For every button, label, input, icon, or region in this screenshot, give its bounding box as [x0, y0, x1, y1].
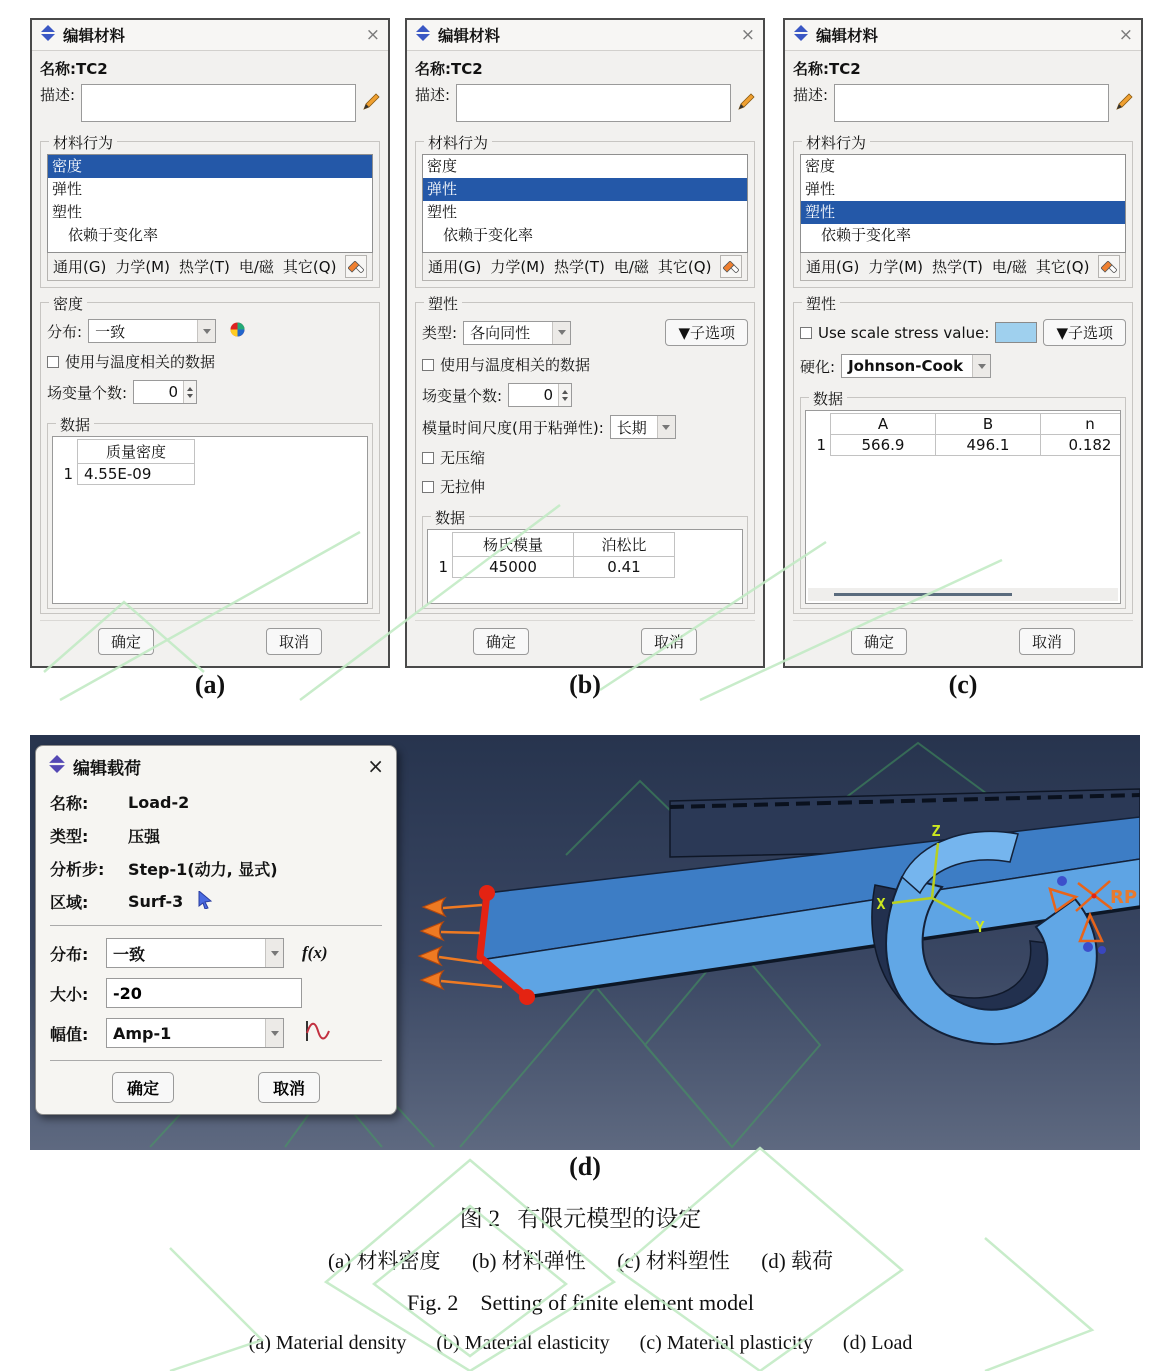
behaviors-title: 材料行为: [424, 132, 492, 153]
data-group: [422, 509, 748, 609]
menu-mechanical[interactable]: 力学(M): [868, 258, 923, 276]
distribution-dropdown[interactable]: 一致: [106, 938, 284, 968]
chevron-down-icon[interactable]: [265, 1019, 283, 1047]
temperature-data-checkbox[interactable]: [47, 356, 59, 368]
material-name: 名称:TC2: [40, 60, 108, 78]
dialog-title: 编辑载荷: [73, 758, 141, 779]
divider: [50, 925, 382, 926]
amplitude-label: 幅值:: [50, 1024, 89, 1044]
axis-x-label: X: [876, 895, 886, 913]
density-section: [40, 295, 380, 614]
menu-electrical[interactable]: 电/磁: [238, 258, 274, 276]
figure-caption-cn: 图 2 有限元模型的设定: [459, 1206, 702, 1231]
close-icon[interactable]: ×: [367, 754, 384, 778]
ok-button[interactable]: 确定: [112, 1072, 174, 1103]
row-number: 1: [430, 557, 453, 578]
data-title: 数据: [56, 414, 94, 435]
ok-button[interactable]: 确定: [98, 628, 154, 655]
table-cell[interactable]: 566.9: [831, 435, 936, 456]
menu-electrical[interactable]: 电/磁: [991, 258, 1027, 276]
row-number: 1: [808, 435, 831, 456]
edit-material-dialog-a: [30, 18, 390, 668]
no-tension-checkbox[interactable]: [422, 481, 434, 493]
load-name-value: Load-2: [128, 793, 190, 812]
subfigure-label-b: (b): [569, 670, 601, 699]
load-name-label: 名称:: [50, 794, 89, 813]
material-behaviors-group: [40, 134, 380, 288]
pencil-icon[interactable]: [362, 93, 380, 115]
scale-stress-field[interactable]: [995, 322, 1037, 343]
rp-label: RP: [1110, 887, 1138, 908]
subfigure-label-d: (d): [569, 1152, 601, 1181]
hardening-label: 硬化:: [800, 357, 836, 376]
data-table-area[interactable]: [427, 529, 743, 604]
list-item-plastic[interactable]: 塑性: [52, 203, 83, 221]
subfigure-label-a: (a): [194, 670, 226, 699]
load-type-value: 压强: [128, 827, 161, 846]
material-behaviors-group: [793, 134, 1133, 288]
amplitude-dropdown[interactable]: Amp-1: [106, 1018, 284, 1048]
temperature-data-label: 使用与温度相关的数据: [65, 353, 216, 371]
row-number: 1: [55, 464, 78, 485]
table-cell[interactable]: 496.1: [936, 435, 1041, 456]
type-label: 类型:: [422, 324, 458, 342]
list-item-rate-dependent[interactable]: 依赖于变化率: [821, 226, 912, 244]
behavior-menu-bar: [47, 253, 373, 281]
list-item-rate-dependent[interactable]: 依赖于变化率: [68, 226, 159, 244]
no-compression-checkbox[interactable]: [422, 452, 434, 464]
data-table-area[interactable]: [52, 436, 368, 604]
chevron-down-icon[interactable]: [265, 939, 283, 967]
menu-other[interactable]: 其它(Q): [1035, 258, 1090, 276]
chevron-down-icon[interactable]: [972, 355, 990, 377]
description-label: 描述:: [40, 86, 76, 104]
magnitude-label: 大小:: [50, 984, 89, 1004]
delete-behavior-button[interactable]: [1098, 255, 1120, 278]
distribution-dropdown[interactable]: 一致: [88, 319, 216, 343]
cancel-button[interactable]: 取消: [641, 628, 697, 655]
list-item-density[interactable]: 密度: [427, 157, 458, 175]
load-step-label: 分析步:: [50, 860, 105, 879]
temperature-data-checkbox[interactable]: [422, 359, 434, 371]
ok-button[interactable]: 确定: [851, 628, 907, 655]
list-item-elastic[interactable]: 弹性: [423, 178, 747, 201]
dialog-titlebar[interactable]: [32, 20, 388, 51]
list-item-plastic[interactable]: 塑性: [801, 201, 1125, 224]
column-header: n: [1041, 414, 1122, 435]
menu-electrical[interactable]: 电/磁: [613, 258, 649, 276]
divider: [50, 1060, 382, 1061]
column-header: B: [936, 414, 1041, 435]
table-cell[interactable]: 0.182: [1041, 435, 1122, 456]
horizontal-scrollbar[interactable]: [808, 588, 1118, 601]
type-dropdown[interactable]: 各向同性: [463, 321, 571, 345]
menu-mechanical[interactable]: 力学(M): [490, 258, 545, 276]
cancel-button[interactable]: 取消: [266, 628, 322, 655]
data-group: [47, 416, 373, 609]
column-header: 泊松比: [574, 533, 675, 557]
dialog-titlebar[interactable]: [407, 20, 763, 51]
distribution-label: 分布:: [50, 944, 89, 964]
menu-mechanical[interactable]: 力学(M): [115, 258, 170, 276]
axis-z-label: Z: [931, 822, 941, 840]
menu-thermal[interactable]: 热学(T): [553, 258, 605, 276]
spinner-arrows[interactable]: [558, 384, 571, 406]
abaqus-icon: [48, 755, 66, 777]
data-title: 数据: [809, 388, 847, 409]
viewport-panel: [30, 735, 1140, 1150]
dialog-titlebar[interactable]: [36, 746, 396, 784]
menu-general[interactable]: 通用(G): [806, 258, 860, 276]
load-type-label: 类型:: [50, 827, 89, 846]
spinner-arrows[interactable]: [183, 381, 196, 403]
list-item-rate-dependent[interactable]: 依赖于变化率: [443, 226, 534, 244]
close-icon[interactable]: ×: [365, 24, 380, 45]
description-label: 描述:: [415, 86, 451, 104]
material-name: 名称:TC2: [793, 60, 861, 78]
column-header: 质量密度: [78, 440, 195, 464]
subfigure-label-c: (c): [948, 670, 978, 699]
region-picker-cursor-icon[interactable]: [197, 891, 213, 913]
abaqus-icon: [415, 25, 431, 45]
delete-behavior-button[interactable]: [345, 255, 367, 278]
edit-material-dialog-c: [783, 18, 1143, 668]
material-name: 名称:TC2: [415, 60, 483, 78]
delete-behavior-button[interactable]: [720, 255, 742, 278]
close-icon[interactable]: ×: [1118, 24, 1133, 45]
behaviors-list: [800, 154, 1126, 253]
menu-thermal[interactable]: 热学(T): [931, 258, 983, 276]
section-title: 密度: [49, 293, 87, 314]
abaqus-icon: [40, 25, 56, 45]
dialog-title: 编辑材料: [63, 27, 126, 45]
pencil-icon[interactable]: [1115, 93, 1133, 115]
behaviors-title: 材料行为: [49, 132, 117, 153]
section-title: 塑性: [802, 293, 840, 314]
list-item-density[interactable]: 密度: [805, 157, 836, 175]
dialog-title: 编辑材料: [438, 27, 501, 45]
material-behaviors-group: [415, 134, 755, 288]
data-table-area[interactable]: [805, 410, 1121, 604]
list-item-plastic[interactable]: 塑性: [427, 203, 458, 221]
behavior-menu-bar: [800, 253, 1126, 281]
load-region-value: Surf-3: [128, 892, 184, 911]
table-cell[interactable]: 4.55E-09: [78, 464, 195, 485]
scrollbar-thumb[interactable]: [834, 593, 1012, 596]
field-variables-label: 场变量个数:: [47, 383, 128, 402]
section-title: 塑性: [424, 293, 462, 314]
data-group: [800, 390, 1126, 609]
data-title: 数据: [431, 507, 469, 528]
figure-caption-en: Fig. 2 Setting of finite element model: [406, 1290, 755, 1315]
menu-other[interactable]: 其它(Q): [657, 258, 712, 276]
list-item-elastic[interactable]: 弹性: [52, 180, 83, 198]
use-scale-stress-checkbox[interactable]: [800, 327, 812, 339]
field-variables-label: 场变量个数:: [422, 386, 503, 405]
field-variables-stepper[interactable]: 0: [133, 380, 197, 404]
amplitude-wave-icon: [304, 1019, 330, 1047]
no-compression-label: 无压缩: [440, 449, 486, 467]
table-cell[interactable]: 45000: [453, 557, 574, 578]
column-header: A: [831, 414, 936, 435]
close-icon[interactable]: ×: [740, 24, 755, 45]
abaqus-icon: [793, 25, 809, 45]
behaviors-title: 材料行为: [802, 132, 870, 153]
list-item-elastic[interactable]: 弹性: [805, 180, 836, 198]
axis-y-label: Y: [975, 918, 985, 936]
hardening-dropdown[interactable]: Johnson-Cook: [841, 354, 991, 378]
no-tension-label: 无拉伸: [440, 478, 486, 496]
load-node: [519, 989, 535, 1005]
pencil-icon[interactable]: [737, 93, 755, 115]
behaviors-list: [47, 154, 373, 253]
behaviors-list: [422, 154, 748, 253]
description-label: 描述:: [793, 86, 829, 104]
menu-other[interactable]: 其它(Q): [282, 258, 337, 276]
suboptions-button[interactable]: ▼子选项: [1043, 319, 1126, 346]
dialog-title: 编辑材料: [816, 27, 879, 45]
chevron-down-icon[interactable]: [552, 322, 570, 344]
load-node: [479, 885, 495, 901]
load-region-label: 区域:: [50, 893, 89, 912]
menu-general[interactable]: 通用(G): [53, 258, 107, 276]
moduli-timescale-label: 模量时间尺度(用于粘弹性):: [422, 418, 604, 437]
menu-general[interactable]: 通用(G): [428, 258, 482, 276]
moduli-timescale-dropdown[interactable]: 长期: [610, 415, 676, 439]
list-item-density[interactable]: 密度: [48, 155, 372, 178]
distribution-label: 分布:: [47, 322, 83, 341]
description-input[interactable]: [81, 84, 356, 122]
plastic-section: [793, 295, 1133, 614]
menu-thermal[interactable]: 热学(T): [178, 258, 230, 276]
suboptions-button[interactable]: ▼子选项: [665, 319, 748, 346]
cancel-button[interactable]: 取消: [1019, 628, 1075, 655]
fx-icon[interactable]: f(x): [302, 943, 328, 962]
column-header: 杨氏模量: [453, 533, 574, 557]
load-step-value: Step-1(动力, 显式): [128, 860, 278, 879]
discrete-field-icon[interactable]: [230, 322, 245, 341]
chevron-down-icon[interactable]: [657, 416, 675, 438]
temperature-data-label: 使用与温度相关的数据: [440, 356, 591, 374]
magnitude-input[interactable]: [106, 978, 302, 1008]
chevron-down-icon[interactable]: [197, 320, 215, 342]
description-input[interactable]: [834, 84, 1109, 122]
use-scale-stress-label: Use scale stress value:: [818, 323, 990, 342]
dialog-titlebar[interactable]: [785, 20, 1141, 51]
cancel-button[interactable]: 取消: [258, 1072, 320, 1103]
subfigure-captions-cn: (a) 材料密度 (b) 材料弹性 (c) 材料塑性 (d) 载荷: [327, 1249, 834, 1273]
edit-load-dialog: [35, 745, 397, 1115]
table-cell[interactable]: 0.41: [574, 557, 675, 578]
description-input[interactable]: [456, 84, 731, 122]
subfigure-captions-en: (a) Material density (b) Material elasticity (c) Material plasticity (d) Load: [248, 1332, 913, 1354]
ok-button[interactable]: 确定: [473, 628, 529, 655]
behavior-menu-bar: [422, 253, 748, 281]
elastic-section: [415, 295, 755, 614]
field-variables-stepper[interactable]: 0: [508, 383, 572, 407]
edit-material-dialog-b: [405, 18, 765, 668]
